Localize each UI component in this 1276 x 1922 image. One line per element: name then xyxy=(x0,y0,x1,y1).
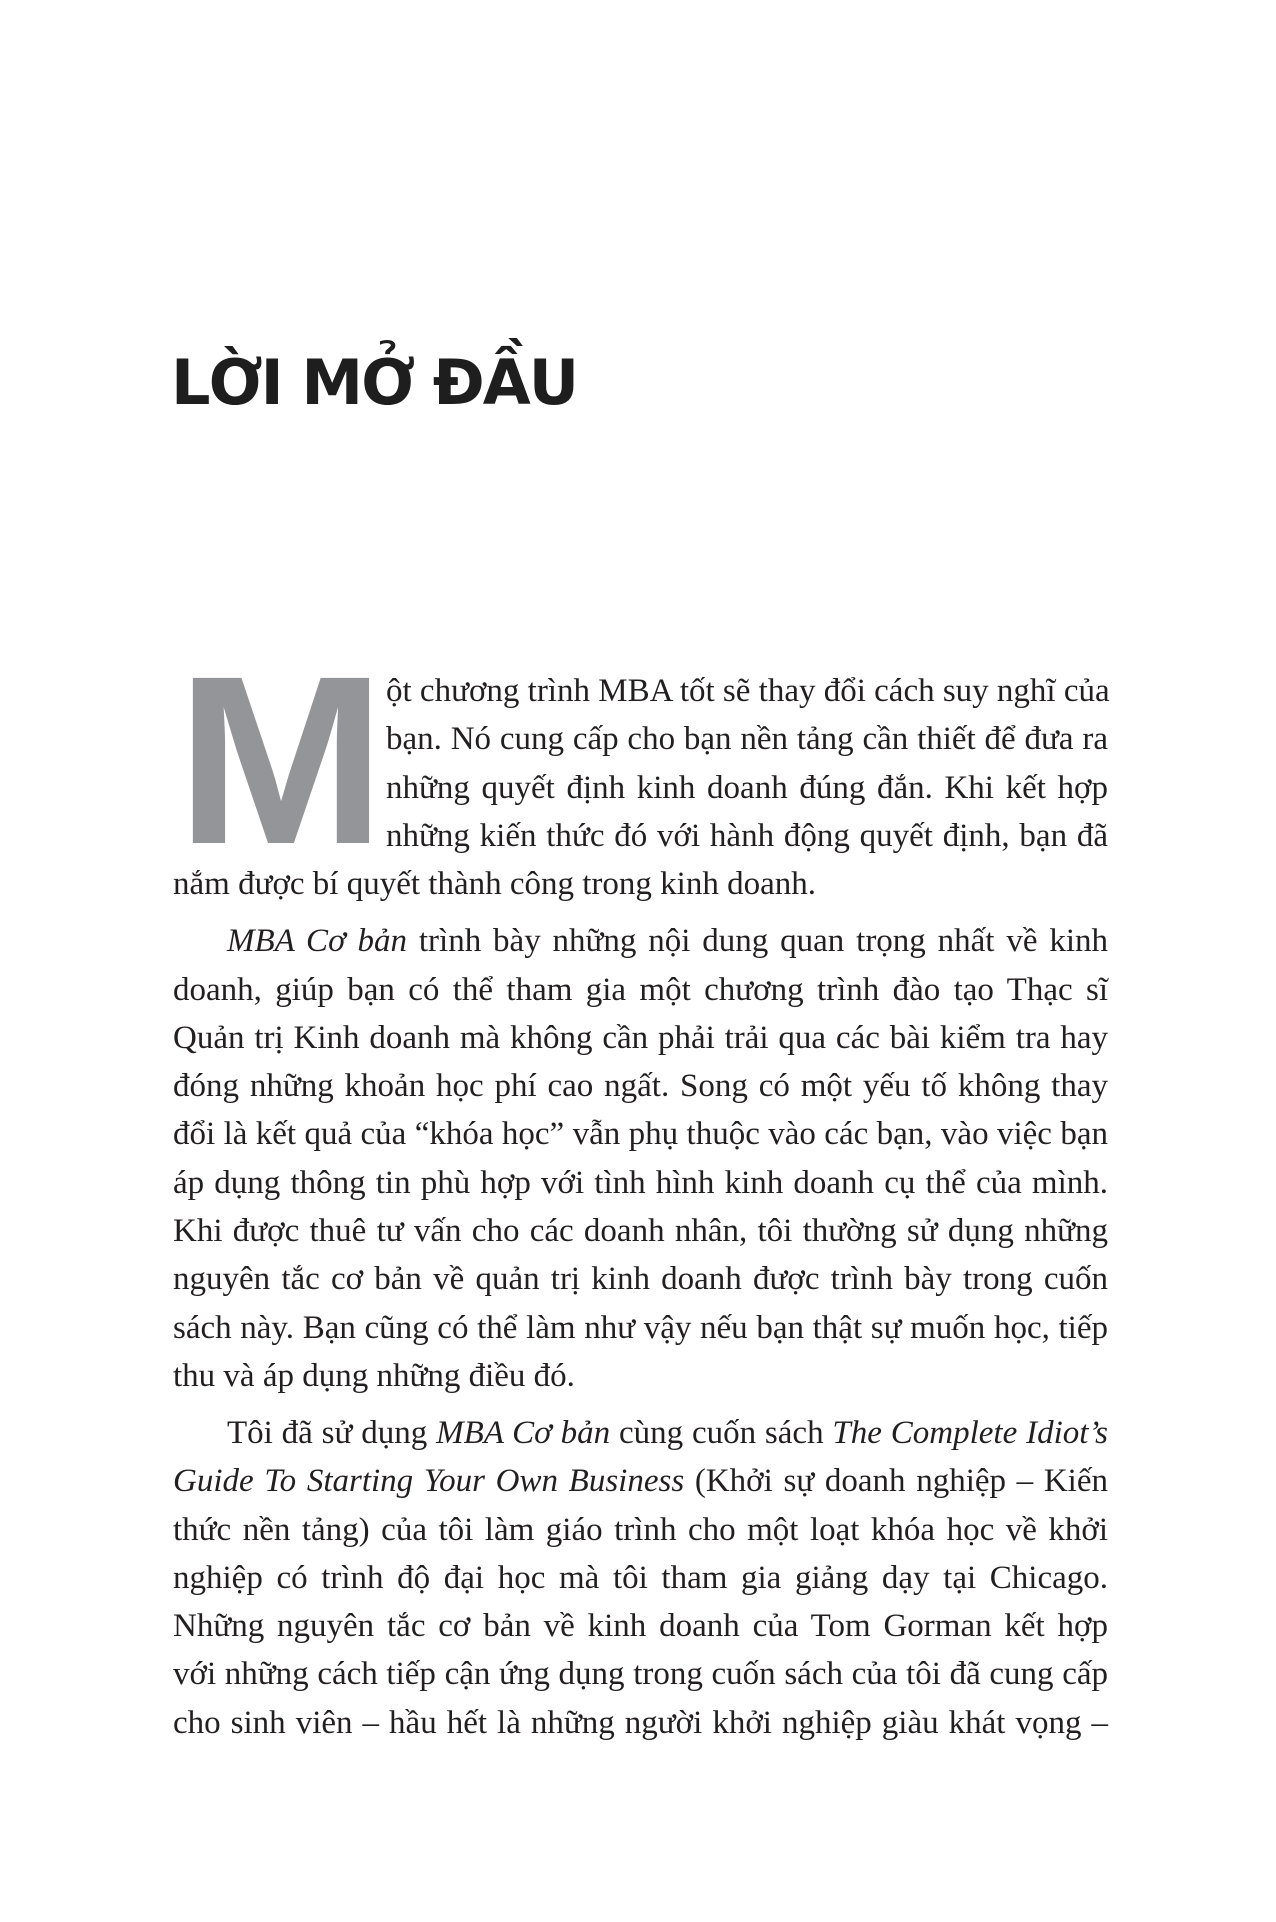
text-segment: nắm được bí quyết thành công trong kinh doanh. xyxy=(173,866,816,903)
italic-title-text: MBA Cơ bản xyxy=(227,923,408,960)
text-segment: thức nền tảng) của tôi làm giáo trình cho một loạt khóa học về khởi xyxy=(173,1511,1108,1548)
text-segment: thu và áp dụng những điều đó. xyxy=(173,1357,575,1394)
text-line xyxy=(173,1602,1108,1650)
text-segment: ột chương trình MBA tốt sẽ thay đổi cách suy nghĩ của xyxy=(386,673,1110,709)
text-line xyxy=(227,917,1108,965)
text-line xyxy=(173,1014,1108,1062)
text-line xyxy=(173,1352,1108,1400)
text-line xyxy=(173,860,1108,908)
italic-title-text: The Complete Idiot’s xyxy=(832,1414,1108,1451)
text-segment: sách này. Bạn cũng có thể làm như vậy nếu bạn thật sự muốn học, tiếp xyxy=(173,1309,1108,1346)
text-line xyxy=(173,1457,1108,1505)
text-segment: đổi là kết quả của “khóa học” vẫn phụ thuộc vào các bạn, vào việc bạn xyxy=(173,1116,1108,1153)
italic-title-text: Guide To Starting Your Own Business xyxy=(173,1463,685,1500)
text-segment: Những nguyên tắc cơ bản về kinh doanh của Tom Gorman kết hợp xyxy=(173,1608,1108,1645)
text-segment: nguyên tắc cơ bản về quản trị kinh doanh được trình bày trong cuốn xyxy=(173,1261,1108,1298)
text-line xyxy=(173,1699,1108,1747)
text-line xyxy=(227,1409,1108,1457)
text-line xyxy=(173,1650,1108,1698)
text-segment: Quản trị Kinh doanh mà không cần phải trải qua các bài kiểm tra hay xyxy=(173,1019,1108,1056)
text-segment: với những cách tiếp cận ứng dụng trong cuốn sách của tôi đã cung cấp xyxy=(173,1656,1108,1693)
text-line xyxy=(173,1110,1108,1158)
text-segment: doanh, giúp bạn có thể tham gia một chương trình đào tạo Thạc sĩ xyxy=(173,971,1108,1008)
text-line xyxy=(173,1062,1108,1110)
text-segment: áp dụng thông tin phù hợp với tình hình kinh doanh cụ thể của mình. xyxy=(173,1164,1108,1201)
text-segment: những quyết định kinh doanh đúng đắn. Khi kết hợp xyxy=(386,769,1108,806)
text-segment: trình bày những nội dung quan trọng nhất về kinh xyxy=(407,923,1108,960)
text-line xyxy=(173,966,1108,1014)
text-segment: cho sinh viên – hầu hết là những người khởi nghiệp giàu khát vọng – xyxy=(173,1704,1108,1741)
text-line xyxy=(173,1159,1108,1207)
text-line xyxy=(173,1304,1108,1352)
text-segment: bạn. Nó cung cấp cho bạn nền tảng cần thiết để đưa ra xyxy=(386,721,1108,758)
text-line xyxy=(173,1207,1108,1255)
text-line xyxy=(173,1255,1108,1303)
text-line xyxy=(386,812,1108,860)
text-line xyxy=(386,764,1108,812)
text-segment: Khi được thuê tư vấn cho các doanh nhân, tôi thường sử dụng những xyxy=(173,1213,1108,1249)
text-line xyxy=(173,1506,1108,1554)
chapter-title: LỜI MỞ ĐẦU xyxy=(171,346,578,419)
text-line xyxy=(386,715,1108,763)
text-line xyxy=(386,667,1108,715)
text-segment: cùng cuốn sách xyxy=(610,1414,833,1451)
text-segment: đóng những khoản học phí cao ngất. Song có một yếu tố không thay xyxy=(173,1068,1108,1105)
text-segment: nghiệp có trình độ đại học mà tôi tham gia giảng dạy tại Chicago. xyxy=(173,1559,1108,1596)
text-segment: (Khởi sự doanh nghiệp – Kiến xyxy=(684,1463,1108,1500)
italic-title-text: MBA Cơ bản xyxy=(436,1414,611,1451)
text-segment: Tôi đã sử dụng xyxy=(227,1414,437,1451)
text-line xyxy=(173,1554,1108,1602)
drop-cap: M xyxy=(176,626,386,894)
text-segment: những kiến thức đó với hành động quyết định, bạn đã xyxy=(386,817,1108,854)
